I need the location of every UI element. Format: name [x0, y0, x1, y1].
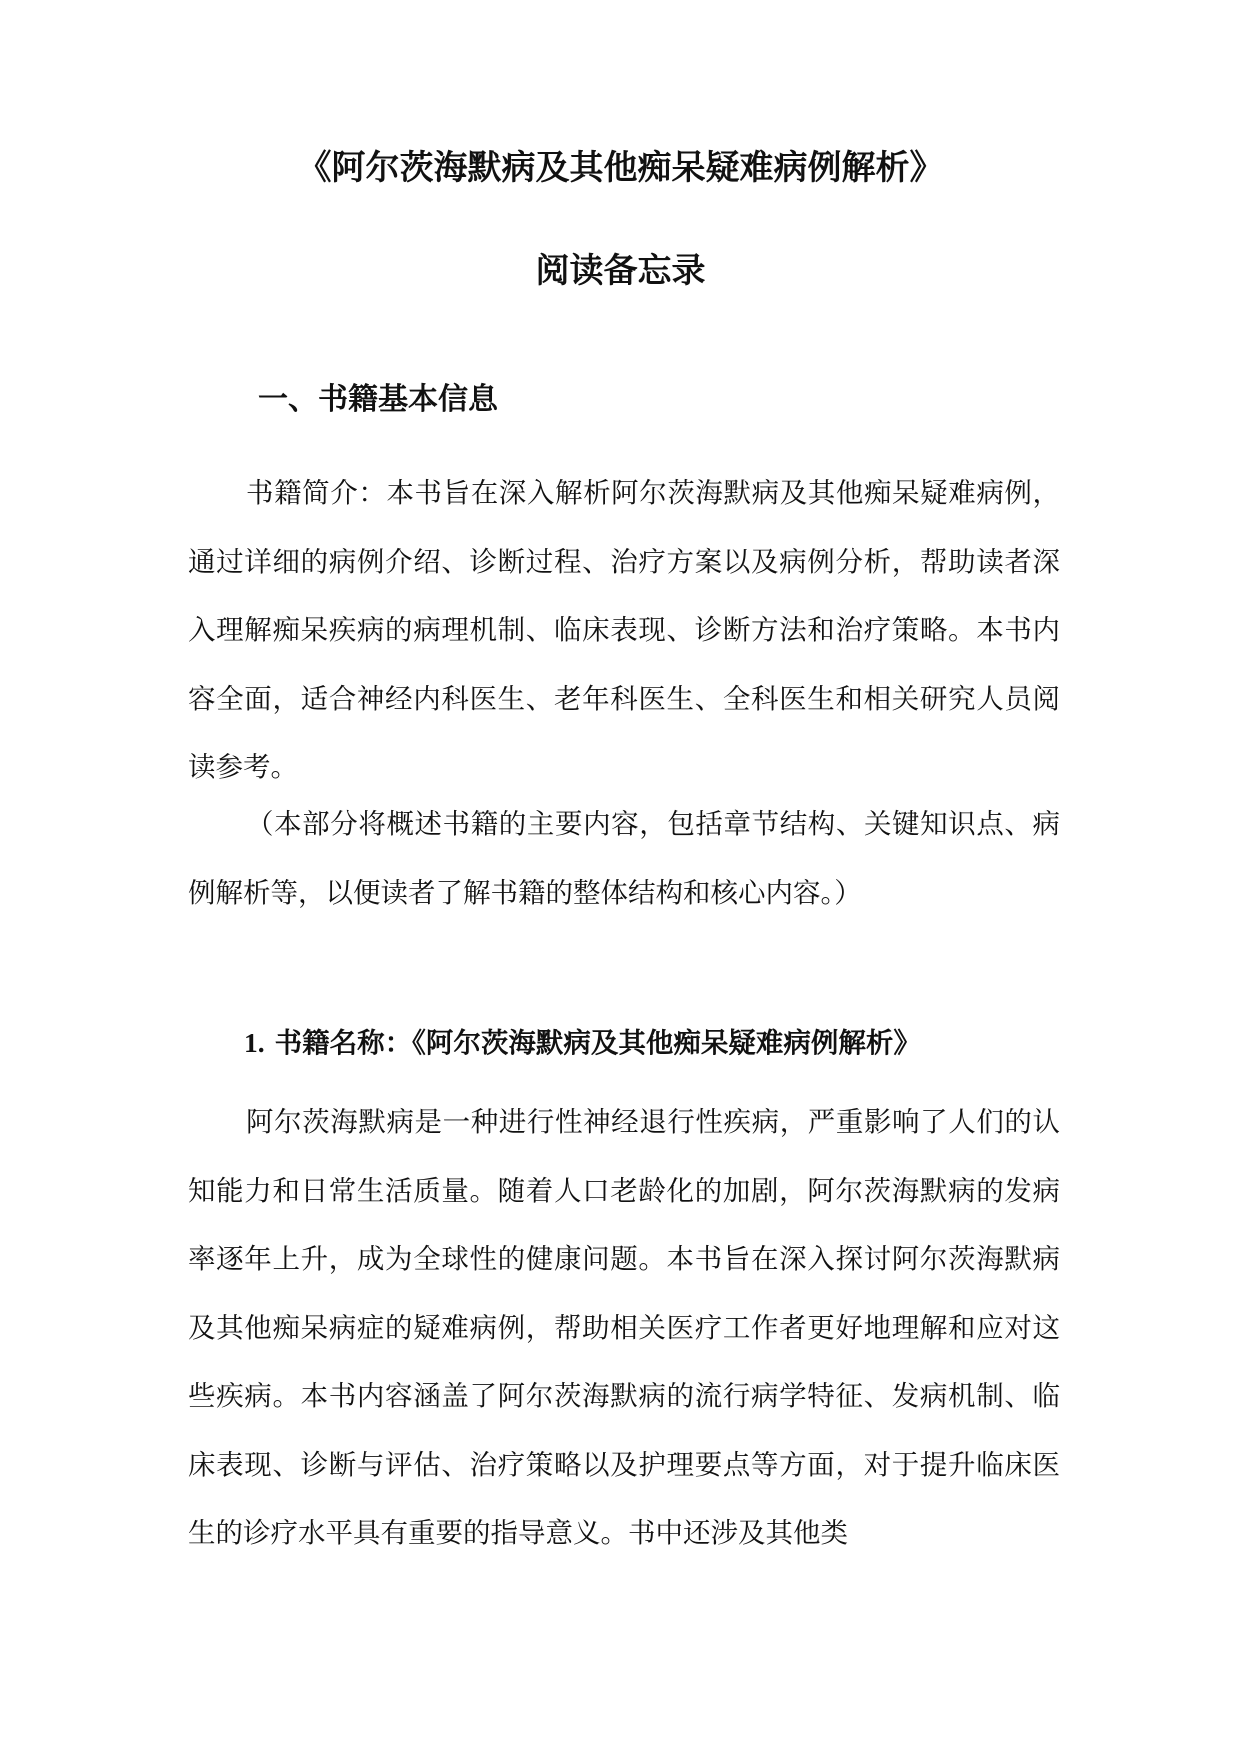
note-paragraph: （本部分将概述书籍的主要内容，包括章节结构、关键知识点、病例解析等，以便读者了解书籍的整体结构和核心内容。）: [188, 808, 1060, 909]
document-subtitle: 阅读备忘录: [535, 251, 706, 291]
subsection-heading-book-name: [244, 1023, 921, 1063]
body-paragraph: 阿尔茨海默病是一种进行性神经退行性疾病，严重影响了人们的认知能力和日常生活质量。随着人口老龄化的加剧，阿尔茨海默病的发病率逐年上升，成为全球性的健康问题。本书旨在深入探讨阿尔茨海默病及其他痴呆病症的疑难病例，帮助相关医疗工作者更好地理解和应对这些疾病。本书内容涵盖了阿尔茨海默病的流行病学特征、发病机制、临床表现、诊断与评估、治疗策略以及护理要点等方面，对于提升临床医生的诊疗水平具有重要的指导意义。书中还涉及其他类: [188, 1106, 1060, 1549]
section-heading-basic-info: 一、书籍基本信息: [258, 382, 498, 417]
document-title: 《阿尔茨海默病及其他痴呆疑难病例解析》: [297, 148, 944, 188]
intro-paragraph: 书籍简介：本书旨在深入解析阿尔茨海默病及其他痴呆疑难病例，通过详细的病例介绍、诊断过程、治疗方案以及病例分析，帮助读者深入理解痴呆疾病的病理机制、临床表现、诊断方法和治疗策略。本书内容全面，适合神经内科医生、老年科医生、全科医生和相关研究人员阅读参考。: [188, 477, 1060, 783]
subsection-number: 1.: [244, 1027, 265, 1058]
subsection-heading-text: 书籍名称：《阿尔茨海默病及其他痴呆疑难病例解析》: [274, 1027, 921, 1059]
